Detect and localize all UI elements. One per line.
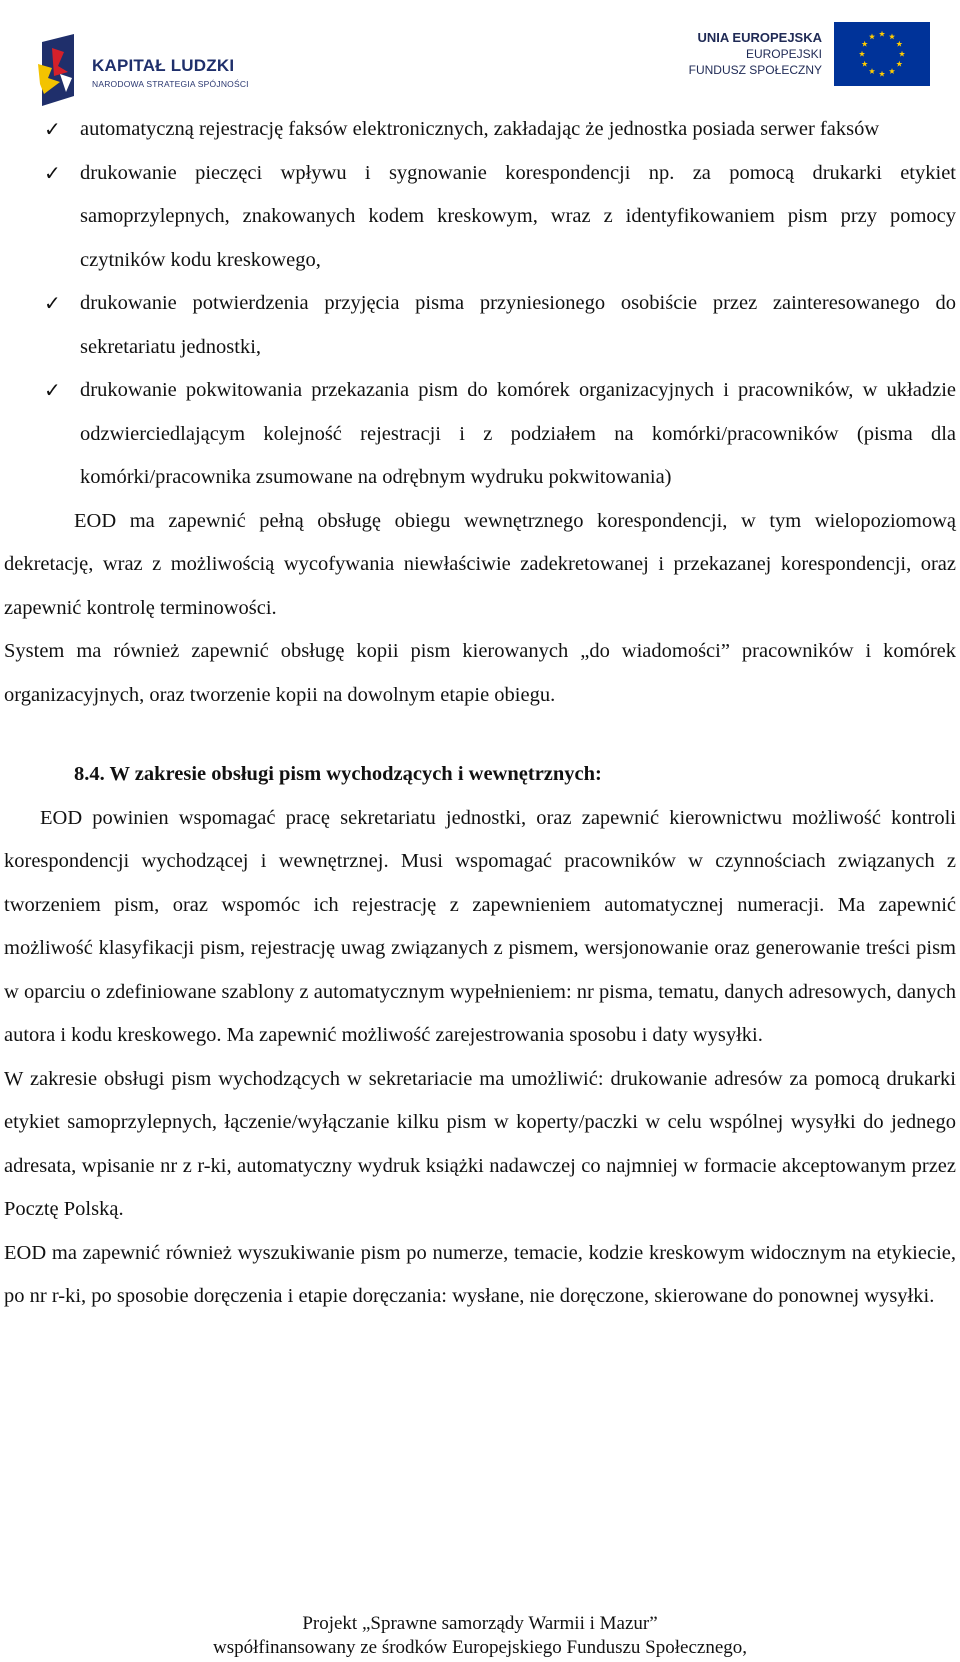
kapital-ludzki-logo — [38, 34, 268, 106]
left-logo-title: KAPITAŁ LUDZKI — [92, 56, 235, 75]
footer-line1: Projekt „Sprawne samorządy Warmii i Mazur” — [302, 1613, 658, 1634]
eu-flag-icon — [834, 22, 930, 86]
document-body — [4, 108, 956, 1319]
list-item — [4, 282, 956, 369]
list-item — [4, 369, 956, 500]
list-item-text: automatyczną rejestrację faksów elektronicznych, zakładając że jednostka posiada serwer faksów — [80, 118, 880, 140]
check-icon: ✓ — [44, 291, 61, 315]
list-item-text: drukowanie potwierdzenia przyjęcia pisma przyniesionego osobiście przez zainteresowanego do sekretariatu jednostki, — [80, 292, 956, 358]
check-icon: ✓ — [44, 378, 61, 402]
kapital-ludzki-logo-icon — [38, 34, 78, 106]
spacer — [4, 717, 956, 753]
footer-line2: współfinansowany ze środków Europejskiego Funduszu Społecznego, — [212, 1637, 747, 1658]
paragraph: W zakresie obsługi pism wychodzących w sekretariacie ma umożliwić: drukowanie adresów za pomocą drukarki etykiet samoprzylepnych, łączenie/wyłączanie kilku pism w koperty/paczki w celu wspólnej wysyłki do jednego adresata, wpisanie nr z r-ki, automatyczny wydruk książki nadawczej co najmniej w formacie akceptowanym przez Pocztę Polską. — [4, 1067, 956, 1220]
paragraph: System ma również zapewnić obsługę kopii pism kierowanych „do wiadomości” pracowników i komórek organizacyjnych, oraz tworzenie kopii na dowolnym etapie obiegu. — [4, 640, 956, 706]
paragraph: EOD ma zapewnić również wyszukiwanie pism po numerze, temacie, kodzie kreskowym widocznym na etykiecie, po nr r-ki, po sposobie doręczenia i etapie doręczania: wysłane, nie doręczone, skierowane do ponownej wysyłki. — [4, 1241, 956, 1307]
eu-logo-text — [689, 30, 822, 78]
eu-logo-line2: EUROPEJSKI — [745, 47, 822, 61]
eu-logo-line3: FUNDUSZ SPOŁECZNY — [688, 63, 822, 77]
eu-logo-line1: UNIA EUROPEJSKA — [697, 30, 822, 45]
check-icon: ✓ — [44, 117, 61, 141]
paragraph: EOD ma zapewnić pełną obsługę obiegu wewnętrznego korespondencji, w tym wielopoziomową dekretację, wraz z możliwością wycofywania niewłaściwie zadekretowanej i przekazanej korespondencji, oraz zapewnić kontrolę terminowości. — [4, 509, 956, 619]
list-item-text: drukowanie pieczęci wpływu i sygnowanie korespondencji np. za pomocą drukarki etykiet samoprzylepnych, znakowanych kodem kreskowym, wraz z identyfikowaniem pism przy pomocy czytników kodu kreskowego, — [80, 161, 956, 271]
paragraph: EOD powinien wspomagać pracę sekretariatu jednostki, oraz zapewnić kierownictwu możliwość kontroli korespondencji wychodzącej i wewnętrznej. Musi wspomagać pracowników w czynnościach związanych z tworzeniem pism, oraz wspomóc ich rejestrację z zapewnieniem automatycznej numeracji. Ma zapewnić możliwość klasyfikacji pism, rejestrację uwag związanych z pismem, wersjonowanie oraz generowanie treści pism w oparciu o zdefiniowane szablony z automatycznym wypełnieniem: nr pisma, tematu, danych adresowych, danych autora i kodu kreskowego. Ma zapewnić możliwość zarejestrowania sposobu i daty wysyłki. — [4, 806, 956, 1046]
list-item — [4, 108, 956, 152]
check-icon: ✓ — [44, 160, 61, 185]
section-heading: 8.4. W zakresie obsługi pism wychodzących i wewnętrznych: — [74, 763, 602, 785]
list-item-text: drukowanie pokwitowania przekazania pism do komórek organizacyjnych i pracowników, w układzie odzwierciedlającym kolejność rejestracji i z podziałem na komórki/pracowników (pisma dla komórki/pracownika zsumowane na odrębnym wydruku pokwitowania) — [80, 379, 956, 488]
eu-logo — [676, 22, 930, 88]
page-footer — [0, 1612, 960, 1660]
list-item — [4, 152, 956, 283]
left-logo-subtitle: NARODOWA STRATEGIA SPÓJNOŚCI — [92, 79, 249, 89]
